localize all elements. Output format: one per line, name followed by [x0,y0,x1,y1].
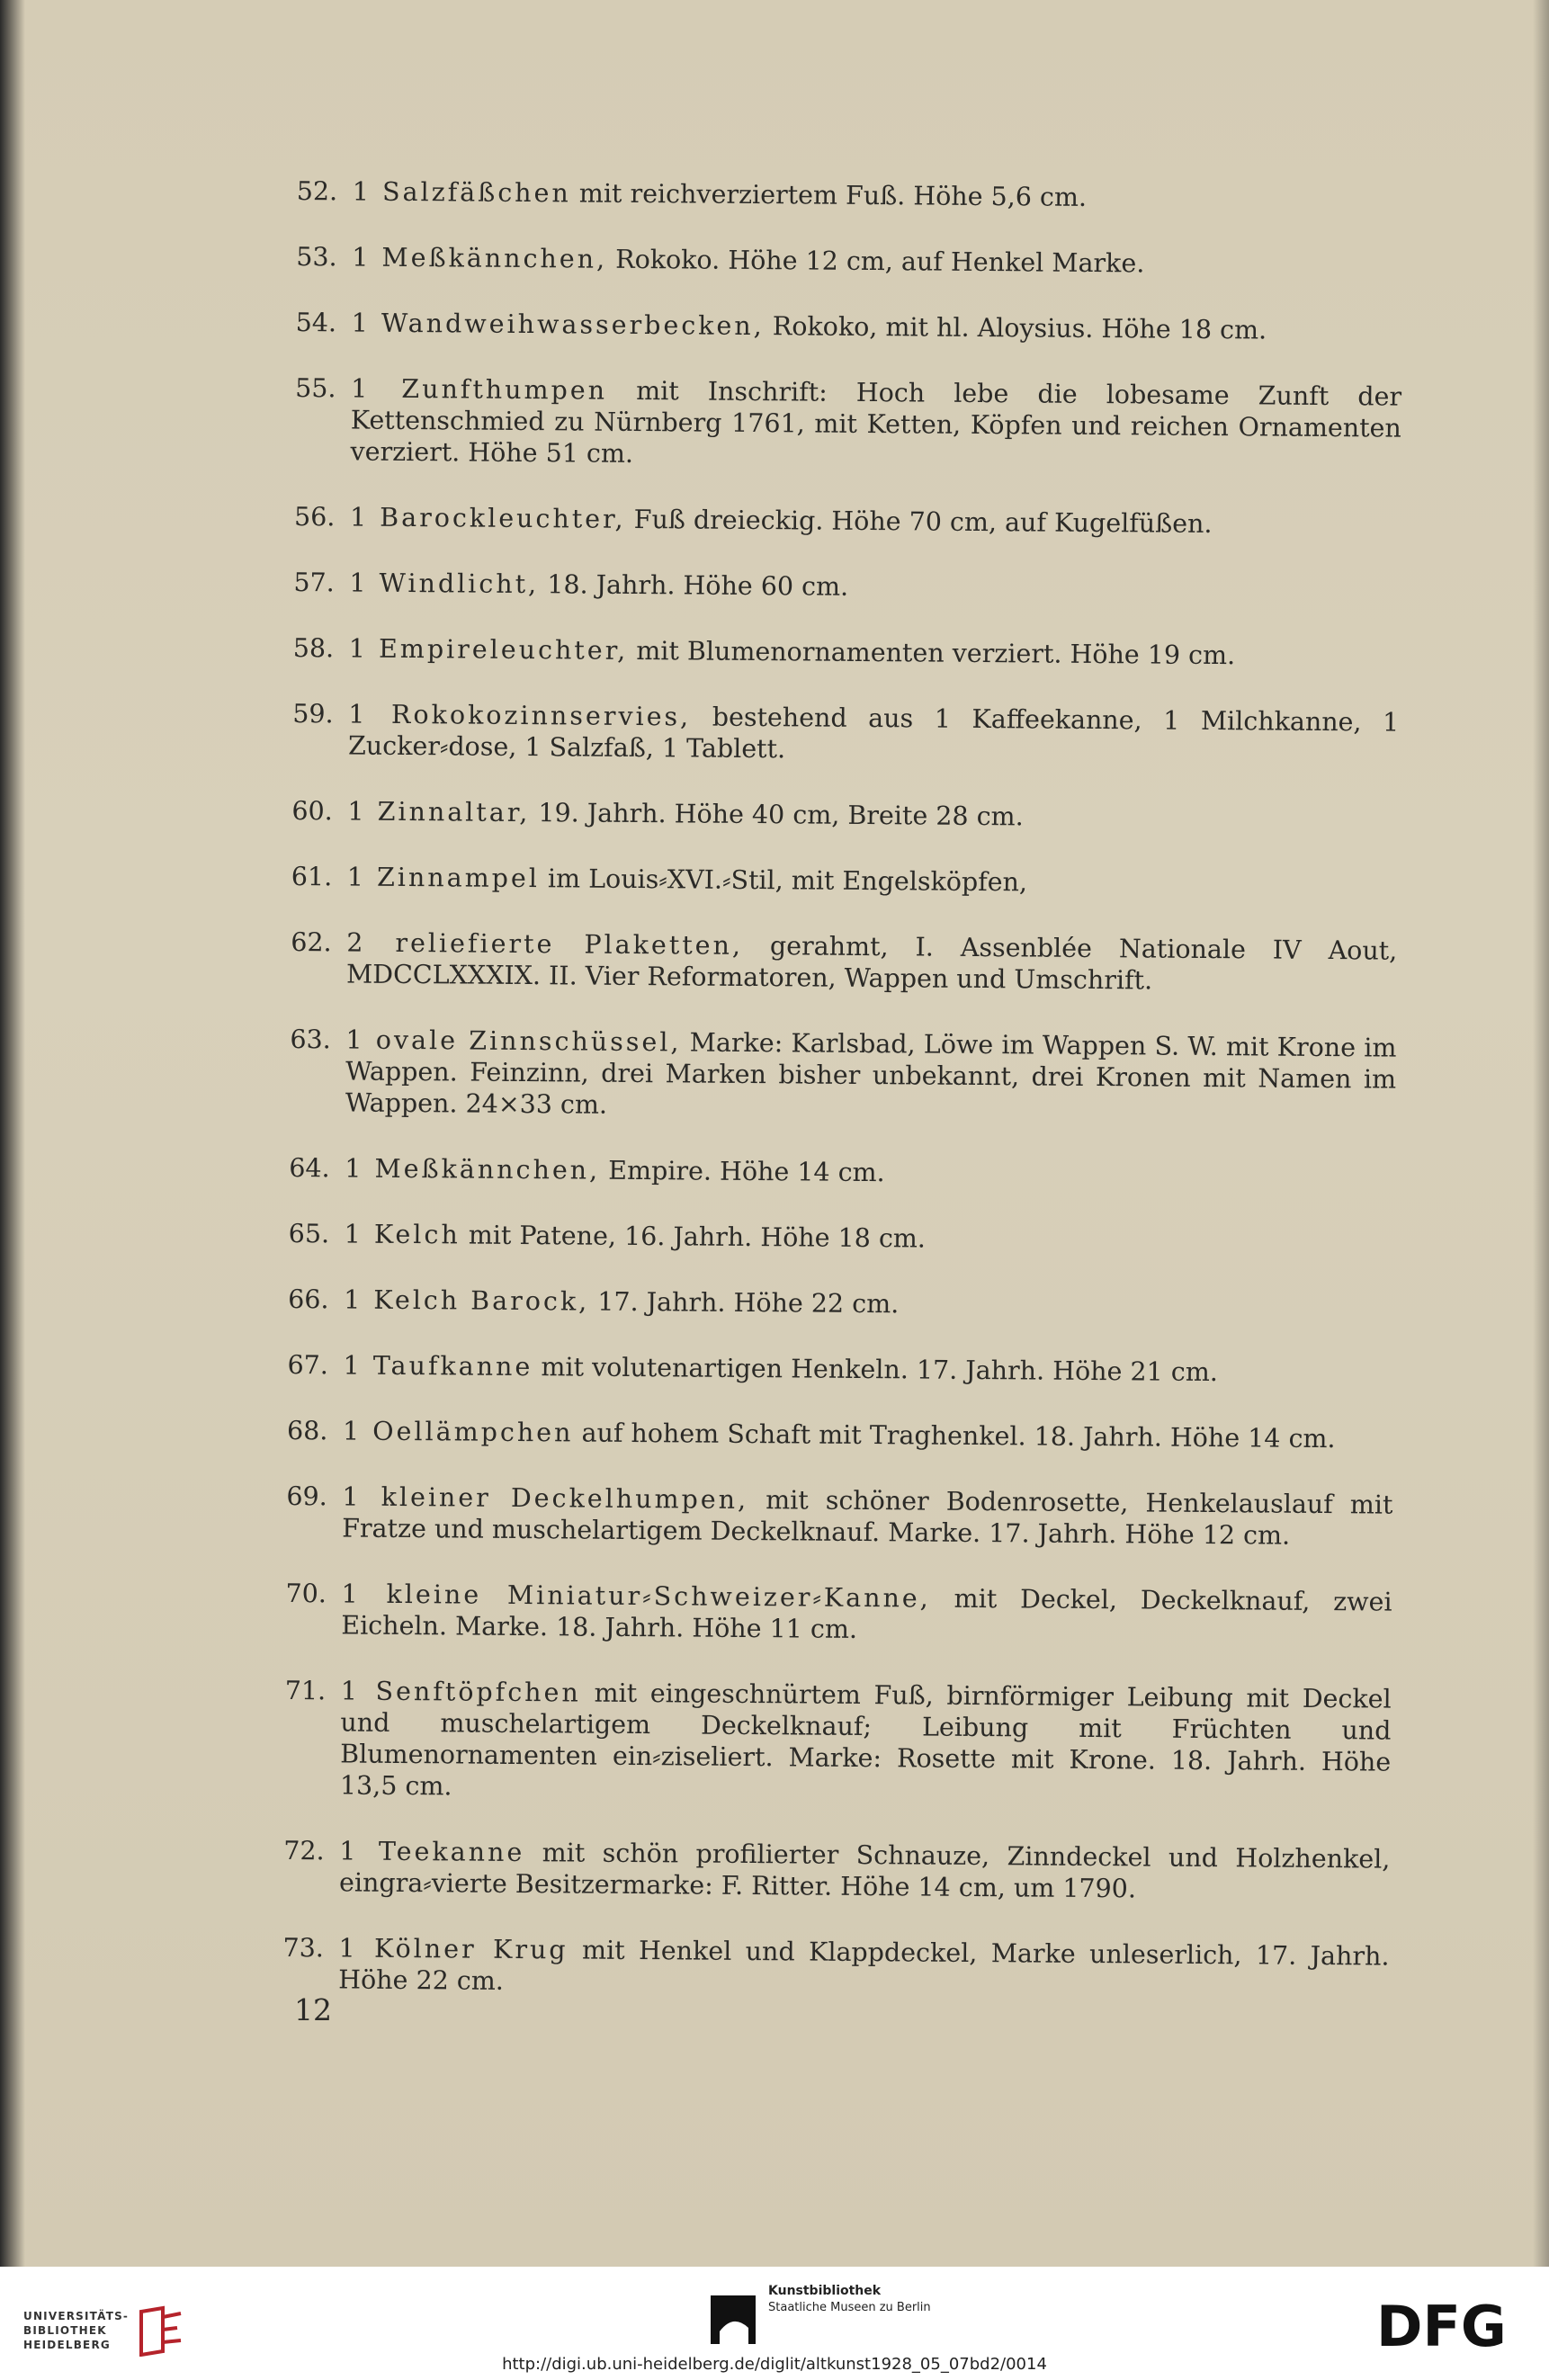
catalog-entry [291,861,1398,901]
catalog-entry [296,241,1402,282]
catalog-entry [289,1152,1395,1193]
entry-text [350,372,1401,475]
entry-title: 1 kleine Miniatur⸗Schweizer⸗Kanne, [341,1579,931,1614]
entry-text [347,861,1398,900]
entry-text [347,795,1398,835]
entry-number: 68. [286,1415,328,1446]
entry-title: 1 Senftöpfchen [340,1676,581,1708]
catalog-entry [296,307,1402,347]
entry-description: auf hohem Schaft mit Traghenkel. 18. Jahrh. Höhe 14 cm. [573,1418,1336,1454]
entry-text [349,567,1400,606]
catalog-entry [285,1578,1392,1650]
entry-title: 1 ovale Zinnschüssel, [345,1024,682,1058]
entry-description: gerahmt, I. Assenblée Nationale IV Aout, MDCCLXXXIX. II. Vier Reformatoren, Wappen und Umschrift. [345,930,1398,996]
entry-text [343,1415,1393,1454]
entry-text [349,632,1400,672]
entry-number: 62. [291,926,332,958]
catalog-entry [283,1835,1391,1907]
entry-title: 1 Meßkännchen, [352,242,608,274]
kunstbibliothek-subtitle: Staatliche Museen zu Berlin [768,2301,931,2314]
entry-number: 59. [292,698,334,729]
catalog-entry [287,1415,1393,1455]
catalog-entry [291,926,1398,998]
entry-description: Marke: Karlsbad, Löwe im Wappen S. W. mit Krone im Wappen. Feinzinn, drei Marken bisher unbekannt, drei Kronen mit Namen im Wappen. 24×33 cm. [345,1027,1397,1120]
entry-number: 72. [283,1835,325,1866]
entry-text [344,1284,1394,1323]
ub-emblem-icon [136,2304,186,2357]
entry-title: 1 Zinnaltar, [347,796,531,828]
entry-title: 1 Rokokozinnservies, [348,699,692,732]
entry-number: 56. [293,501,336,532]
entry-description: mit volutenartigen Henkeln. 17. Jahrh. Höhe 21 cm. [533,1352,1218,1388]
entry-number: 57. [293,567,335,598]
entry-title: 1 Oellämpchen [342,1416,574,1448]
entry-title: 1 Zinnampel [346,862,541,894]
catalog-entry [293,632,1400,673]
catalog-entry [287,1349,1393,1390]
source-url-link[interactable]: http://digi.ub.uni-heidelberg.de/diglit/altkunst1928_05_07bd2/0014 [502,2355,1047,2374]
catalog-entry [294,372,1401,476]
catalog-entry [289,1218,1395,1258]
entry-number: 54. [295,307,337,338]
entry-description: 19. Jahrh. Höhe 40 cm, Breite 28 cm. [530,798,1024,832]
catalog-entry [294,501,1401,541]
entry-number: 67. [287,1349,329,1381]
entry-description: mit Henkel und Klappdeckel, Marke unleserlich, 17. Jahrh. Höhe 22 cm. [338,1935,1390,1996]
entry-title: 1 Windlicht, [349,568,540,600]
entry-description: Rokoko. Höhe 12 cm, auf Henkel Marke. [607,244,1145,279]
entry-title: 1 Kölner Krug [338,1933,569,1965]
entry-text [340,1675,1392,1809]
entry-text [338,1932,1390,2003]
entry-title: 1 Kelch Barock, [344,1284,590,1317]
entry-number: 66. [288,1284,329,1315]
kunstbibliothek-emblem-icon [711,2295,756,2344]
kunstbibliothek-title: Kunstbibliothek [768,2284,882,2298]
entry-title: 1 Salzfäßchen [352,176,571,209]
entry-text [343,1349,1393,1389]
catalog-entry [288,1284,1394,1324]
entry-number: 65. [288,1218,330,1249]
entry-description: bestehend aus 1 Kaffeekanne, 1 Milchkanne, 1 Zucker⸗dose, 1 Salzfaß, 1 Tablett. [347,702,1400,765]
entry-description: 18. Jahrh. Höhe 60 cm. [539,569,849,602]
entry-description: mit eingeschnürtem Fuß, birnförmiger Leibung mit Deckel und muschelartigem Deckelknauf; Leibung mit Früchten und Blumenornamenten ein⸗ziseliert. Marke: Rosette mit Krone. 18. Jahrh. Höhe 13,5 cm. [339,1678,1392,1802]
dfg-logo-text: DFG [1376,2295,1507,2353]
catalog-entry [290,1024,1397,1127]
catalog-entry [293,567,1400,607]
entry-description: mit Inschrift: Hoch lebe die lobesame Zunft der Kettenschmied zu Nürnberg 1761, mit Ketten, Köpfen und reichen Ornamenten verziert. Höhe 51 cm. [350,375,1402,469]
ub-logo-text: UNIVERSITÄTS- BIBLIOTHEK HEIDELBERG [23,2310,130,2351]
entry-text [345,1024,1397,1126]
entry-text [350,501,1401,541]
entry-number: 71. [284,1675,327,1706]
entry-title: 2 reliefierte Plaketten, [346,927,744,961]
catalog-entry [292,698,1400,770]
entry-text [346,926,1398,998]
entry-number: 58. [292,632,335,664]
page-number: 12 [294,1992,332,2027]
entry-text [345,1218,1395,1257]
entry-description: mit schöner Bodenrosette, Henkelauslauf mit Fratze und muschelartigem Deckelknauf. Marke. 17. Jahrh. Höhe 12 cm. [342,1484,1393,1551]
entry-number: 55. [295,372,336,404]
entry-number: 64. [289,1152,330,1184]
entry-title: 1 Wandweihwasserbecken, [351,308,765,342]
entry-title: 1 Kelch [344,1219,461,1250]
entry-number: 60. [291,795,333,827]
entry-text [352,241,1402,281]
entry-description: Rokoko, mit hl. Aloysius. Höhe 18 cm. [764,311,1267,345]
entry-description: 17. Jahrh. Höhe 22 cm. [589,1286,900,1320]
entry-title: 1 Zunfthumpen [351,373,608,406]
entry-text [341,1578,1392,1649]
entry-description: mit reichverziertem Fuß. Höhe 5,6 cm. [570,178,1088,212]
entry-text [353,175,1403,215]
catalog-entry [291,795,1398,836]
entry-title: 1 Teekanne [339,1836,525,1868]
entry-description: im Louis⸗XVI.⸗Stil, mit Engelsköpfen, [539,863,1028,898]
entry-description: mit Deckel, Deckelknauf, zwei Eicheln. Marke. 18. Jahrh. Höhe 11 cm. [341,1583,1392,1644]
ub-heidelberg-logo[interactable] [23,2304,186,2357]
catalog-entry [284,1675,1392,1810]
entry-title: 1 kleiner Deckelhumpen, [342,1481,749,1515]
entry-text [345,1152,1395,1192]
entry-number: 52. [296,175,338,207]
entry-number: 63. [290,1024,331,1055]
entry-number: 70. [285,1578,327,1609]
entry-title: 1 Taufkanne [343,1350,533,1382]
entry-number: 73. [282,1932,324,1964]
catalog-entry [297,175,1403,216]
entry-title: 1 Barockleuchter, [349,502,626,534]
entry-description: mit schön profilierter Schnauze, Zinndeckel und Holzhenkel, eingra⸗vierte Besitzermarke: F. Ritter. Höhe 14 cm, um 1790. [338,1838,1391,1904]
catalog-entry [282,1932,1390,2004]
entry-description: Empire. Höhe 14 cm. [600,1155,885,1188]
entry-number: 61. [291,861,333,892]
entry-text [339,1835,1391,1906]
entry-description: Fuß dreieckig. Höhe 70 cm, auf Kugelfüßen. [625,504,1213,540]
catalog-entry [286,1481,1393,1552]
entry-number: 69. [286,1481,327,1512]
dfg-logo[interactable] [1376,2295,1529,2353]
entry-description: mit Blumenornamenten verziert. Höhe 19 cm. [628,635,1236,671]
entry-text [352,307,1402,346]
entry-description: mit Patene, 16. Jahrh. Höhe 18 cm. [460,1220,927,1254]
kunstbibliothek-logo[interactable] [711,2283,931,2344]
entry-text [348,698,1400,769]
entry-number: 53. [296,241,337,273]
entry-title: 1 Meßkännchen, [345,1153,601,1186]
catalog-entries [282,175,1403,2038]
entry-title: 1 Empireleuchter, [348,633,629,666]
entry-text [342,1481,1393,1552]
